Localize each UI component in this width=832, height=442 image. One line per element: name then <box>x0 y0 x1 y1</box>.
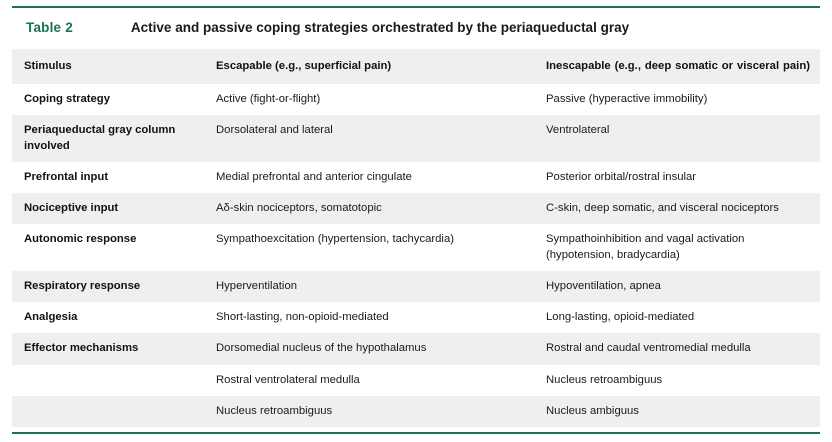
table-caption-label: Table 2 <box>26 20 73 35</box>
row-inescapable-value: Nucleus ambiguus <box>534 396 820 427</box>
row-inescapable-value: Passive (hyperactive immobility) <box>534 84 820 115</box>
row-label: Coping strategy <box>12 84 204 115</box>
column-header-stimulus: Stimulus <box>12 49 204 84</box>
table-row <box>12 115 820 162</box>
table-row <box>12 396 820 427</box>
row-label: Nociceptive input <box>12 193 204 224</box>
table-caption <box>12 8 820 49</box>
column-header-escapable: Escapable (e.g., superficial pain) <box>204 49 534 84</box>
row-escapable-value: Dorsolateral and lateral <box>204 115 534 162</box>
row-inescapable-value: Long-lasting, opioid-mediated <box>534 302 820 333</box>
row-escapable-value: Medial prefrontal and anterior cingulate <box>204 162 534 193</box>
table-card <box>12 6 820 434</box>
row-inescapable-value: Posterior orbital/rostral insular <box>534 162 820 193</box>
table-row <box>12 224 820 271</box>
table-row <box>12 365 820 396</box>
row-label <box>12 365 204 396</box>
row-escapable-value: Rostral ventrolateral medulla <box>204 365 534 396</box>
row-label: Effector mechanisms <box>12 333 204 364</box>
row-escapable-value: Active (fight-or-flight) <box>204 84 534 115</box>
row-inescapable-value: Sympathoinhibition and vagal activation (hypotension, bradycardia) <box>534 224 820 271</box>
table-row <box>12 271 820 302</box>
row-label: Autonomic response <box>12 224 204 271</box>
table-row <box>12 333 820 364</box>
row-escapable-value: Sympathoexcitation (hypertension, tachycardia) <box>204 224 534 271</box>
table-row <box>12 162 820 193</box>
column-header-inescapable: Inescapable (e.g., deep somatic or visceral pain) <box>534 49 820 84</box>
row-label: Respiratory response <box>12 271 204 302</box>
row-label: Analgesia <box>12 302 204 333</box>
row-label: Prefrontal input <box>12 162 204 193</box>
row-inescapable-value: Rostral and caudal ventromedial medulla <box>534 333 820 364</box>
row-escapable-value: Dorsomedial nucleus of the hypothalamus <box>204 333 534 364</box>
row-inescapable-value: Ventrolateral <box>534 115 820 162</box>
table-row <box>12 302 820 333</box>
row-inescapable-value: Nucleus retroambiguus <box>534 365 820 396</box>
row-inescapable-value: C-skin, deep somatic, and visceral nociceptors <box>534 193 820 224</box>
table-header-row <box>12 49 820 84</box>
row-label: Periaqueductal gray column involved <box>12 115 204 162</box>
row-label <box>12 396 204 427</box>
row-escapable-value: Hyperventilation <box>204 271 534 302</box>
row-inescapable-value: Hypoventilation, apnea <box>534 271 820 302</box>
table-caption-title: Active and passive coping strategies orchestrated by the periaqueductal gray <box>130 20 630 35</box>
table-row <box>12 193 820 224</box>
row-escapable-value: Nucleus retroambiguus <box>204 396 534 427</box>
row-escapable-value: Short-lasting, non-opioid-mediated <box>204 302 534 333</box>
table-row <box>12 84 820 115</box>
data-table <box>12 49 820 427</box>
row-escapable-value: Aδ-skin nociceptors, somatotopic <box>204 193 534 224</box>
